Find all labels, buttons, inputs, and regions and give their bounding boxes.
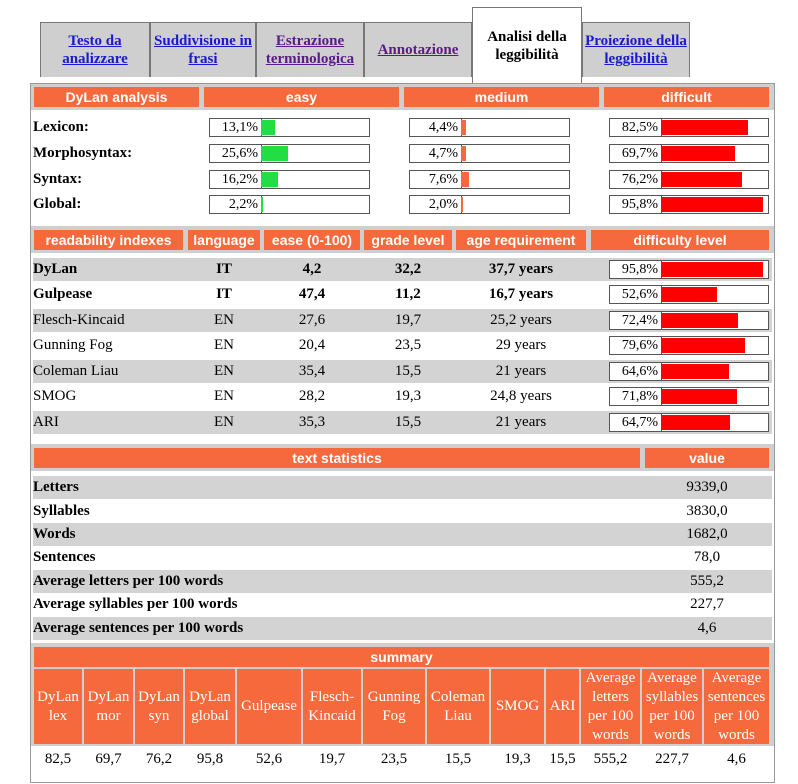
difficulty-percent: 79,6% — [612, 337, 662, 354]
tab-bar — [0, 0, 798, 84]
stat-value: 78,0 — [693, 549, 721, 565]
medium-bar — [409, 170, 570, 189]
analysis-row-label: Syntax: — [33, 171, 83, 187]
medium-percent: 4,7% — [412, 145, 462, 162]
difficult-bar — [609, 118, 769, 137]
stat-value: 555,2 — [690, 573, 724, 589]
difficulty-bar-fill — [661, 338, 745, 353]
summary-col-value: 19,7 — [318, 751, 346, 767]
easy-percent: 25,6% — [212, 145, 262, 162]
stat-label: Letters — [33, 479, 79, 495]
summary-header: summary — [34, 647, 769, 667]
medium-bar-fill — [461, 146, 466, 161]
summary-col-value: 82,5 — [44, 751, 72, 767]
summary-col-value: 76,2 — [145, 751, 173, 767]
tab-link-testo[interactable]: Testo da analizzare — [62, 33, 128, 67]
summary-col-value: 15,5 — [444, 751, 472, 767]
stat-value: 4,6 — [697, 620, 717, 636]
stat-label: Average letters per 100 words — [33, 573, 224, 589]
tab-proiezione-della-leggibilita[interactable] — [582, 22, 690, 77]
index-grade: 11,2 — [395, 286, 421, 302]
summary-col-header: Average sentences per 100 words — [704, 669, 769, 744]
difficult-bar — [609, 170, 769, 189]
difficult-bar — [609, 144, 769, 163]
summary-col-header: DyLan mor — [84, 669, 133, 744]
difficult-percent: 76,2% — [612, 171, 662, 188]
index-age: 29 years — [495, 337, 547, 353]
summary-col-value: 227,7 — [655, 751, 689, 767]
analysis-row-label: Morphosyntax: — [33, 145, 133, 161]
summary-col-header: DyLan global — [185, 669, 235, 744]
medium-bar — [409, 195, 570, 214]
index-ease: 20,4 — [298, 337, 326, 353]
index-grade: 32,2 — [394, 261, 422, 277]
value-header: value — [645, 448, 769, 468]
index-name: SMOG — [33, 388, 77, 404]
index-age: 25,2 years — [490, 312, 552, 328]
summary-col-header: Coleman Liau — [427, 669, 489, 744]
medium-header: medium — [404, 87, 599, 107]
index-language: EN — [214, 312, 234, 328]
summary-col-header: Flesch-Kincaid — [303, 669, 361, 744]
summary-col-value: 15,5 — [549, 751, 576, 767]
difficulty-percent: 71,8% — [612, 388, 662, 405]
summary-col-header: DyLan lex — [34, 669, 82, 744]
index-grade: 23,5 — [394, 337, 422, 353]
age-requirement-header: age requirement — [456, 230, 586, 250]
summary-col-value: 69,7 — [95, 751, 122, 767]
summary-col-header: DyLan syn — [135, 669, 183, 744]
summary-col-value: 555,2 — [593, 751, 628, 767]
tab-suddivisione-in-frasi[interactable] — [150, 22, 256, 77]
difficult-percent: 69,7% — [612, 145, 662, 162]
index-grade: 15,5 — [394, 414, 422, 430]
difficulty-percent: 95,8% — [612, 261, 662, 278]
difficult-percent: 82,5% — [612, 119, 662, 136]
difficult-bar — [609, 195, 769, 214]
tab-estrazione-terminologica[interactable] — [256, 22, 364, 77]
index-language: EN — [214, 414, 234, 430]
tab-link-annotazione[interactable]: Annotazione — [377, 42, 459, 58]
tab-testo-da-analizzare[interactable] — [40, 22, 150, 77]
index-age: 16,7 years — [488, 286, 554, 302]
stat-label: Sentences — [33, 549, 96, 565]
index-language: IT — [216, 261, 232, 277]
difficulty-percent: 52,6% — [612, 286, 662, 303]
index-age: 37,7 years — [488, 261, 554, 277]
medium-percent: 4,4% — [412, 119, 462, 136]
difficult-bar-fill — [661, 197, 763, 212]
easy-bar-fill — [261, 146, 288, 161]
difficulty-bar — [609, 362, 769, 381]
medium-bar — [409, 144, 570, 163]
difficulty-bar-fill — [661, 262, 763, 277]
index-name: Coleman Liau — [33, 363, 119, 379]
easy-bar-fill — [261, 172, 278, 187]
difficulty-percent: 72,4% — [612, 312, 662, 329]
index-ease: 4,2 — [302, 261, 322, 277]
index-grade: 15,5 — [394, 363, 422, 379]
index-grade: 19,7 — [394, 312, 422, 328]
easy-percent: 16,2% — [212, 171, 262, 188]
stat-label: Average sentences per 100 words — [33, 620, 244, 636]
tab-label-analisi: Analisi della leggibilità — [487, 29, 567, 63]
medium-percent: 2,0% — [412, 196, 462, 213]
analysis-row-label: Lexicon: — [33, 119, 89, 135]
medium-bar-fill — [461, 172, 469, 187]
analysis-row-label: Global: — [33, 196, 82, 212]
difficulty-bar — [609, 311, 769, 330]
easy-bar-fill — [261, 197, 263, 212]
medium-bar-fill — [461, 120, 466, 135]
easy-bar — [209, 170, 370, 189]
easy-header: easy — [204, 87, 399, 107]
index-ease: 35,4 — [298, 363, 326, 379]
difficulty-bar — [609, 285, 769, 304]
index-age: 21 years — [495, 414, 547, 430]
ease-header: ease (0-100) — [264, 230, 360, 250]
tab-analisi-della-leggibilita[interactable] — [472, 7, 582, 84]
summary-col-value: 95,8 — [196, 751, 224, 767]
index-name: DyLan — [33, 261, 78, 277]
summary-col-value: 23,5 — [380, 751, 408, 767]
readability-indexes-header: readability indexes — [34, 230, 183, 250]
difficulty-bar-fill — [661, 287, 717, 302]
tab-link-proiezione[interactable]: Proiezione della leggibilità — [585, 33, 687, 67]
index-language: EN — [214, 337, 234, 353]
easy-bar — [209, 195, 370, 214]
summary-col-value: 52,6 — [255, 751, 283, 767]
difficult-bar-fill — [661, 172, 742, 187]
summary-col-header: Gulpease — [237, 669, 301, 744]
difficulty-bar — [609, 336, 769, 355]
difficult-header: difficult — [604, 87, 769, 107]
index-name: Gulpease — [33, 286, 93, 302]
easy-percent: 2,2% — [212, 196, 262, 213]
difficulty-bar — [609, 387, 769, 406]
summary-col-header: Average syllables per 100 words — [642, 669, 702, 744]
medium-bar — [409, 118, 570, 137]
stat-value: 9339,0 — [686, 479, 728, 495]
index-language: IT — [216, 286, 232, 302]
index-age: 21 years — [495, 363, 547, 379]
index-ease: 28,2 — [298, 388, 326, 404]
index-name: ARI — [33, 414, 59, 430]
tab-annotazione[interactable] — [364, 22, 472, 77]
index-ease: 47,4 — [298, 286, 326, 302]
easy-bar-fill — [261, 120, 275, 135]
difficulty-bar — [609, 260, 769, 279]
difficulty-level-header: difficulty level — [591, 230, 769, 250]
index-name: Flesch-Kincaid — [33, 312, 125, 328]
difficulty-bar — [609, 413, 769, 432]
language-header: language — [188, 230, 260, 250]
difficult-bar-fill — [661, 120, 748, 135]
index-grade: 19,3 — [394, 388, 422, 404]
summary-col-value: 4,6 — [727, 751, 746, 767]
stat-label: Syllables — [33, 503, 90, 519]
text-statistics-header: text statistics — [34, 448, 640, 468]
difficult-percent: 95,8% — [612, 196, 662, 213]
dylan-analysis-header: DyLan analysis — [34, 87, 199, 107]
index-ease: 27,6 — [298, 312, 326, 328]
medium-bar-fill — [461, 197, 463, 212]
difficulty-percent: 64,6% — [612, 363, 662, 380]
medium-percent: 7,6% — [412, 171, 462, 188]
index-ease: 35,3 — [298, 414, 326, 430]
tab-link-suddivisione[interactable]: Suddivisione in frasi — [154, 33, 252, 67]
stat-value: 227,7 — [690, 596, 724, 612]
summary-col-value: 19,3 — [504, 751, 531, 767]
tab-link-estrazione[interactable]: Estrazione terminologica — [265, 33, 355, 67]
stat-value: 1682,0 — [686, 526, 728, 542]
difficulty-bar-fill — [661, 364, 729, 379]
easy-percent: 13,1% — [212, 119, 262, 136]
summary-col-header: ARI — [546, 669, 579, 744]
stat-label: Average syllables per 100 words — [33, 596, 238, 612]
stat-value: 3830,0 — [686, 503, 728, 519]
stat-label: Words — [33, 526, 76, 542]
difficulty-bar-fill — [661, 313, 738, 328]
summary-col-header: Average letters per 100 words — [581, 669, 640, 744]
difficult-bar-fill — [661, 146, 735, 161]
grade-level-header: grade level — [364, 230, 452, 250]
summary-col-header: SMOG — [491, 669, 544, 744]
analysis-panel — [30, 83, 775, 783]
index-name: Gunning Fog — [33, 337, 113, 353]
difficulty-bar-fill — [661, 389, 737, 404]
easy-bar — [209, 144, 370, 163]
difficulty-bar-fill — [661, 415, 730, 430]
summary-col-header: Gunning Fog — [363, 669, 425, 744]
difficulty-percent: 64,7% — [612, 414, 662, 431]
index-language: EN — [214, 388, 234, 404]
index-age: 24,8 years — [490, 388, 552, 404]
index-language: EN — [214, 363, 234, 379]
easy-bar — [209, 118, 370, 137]
